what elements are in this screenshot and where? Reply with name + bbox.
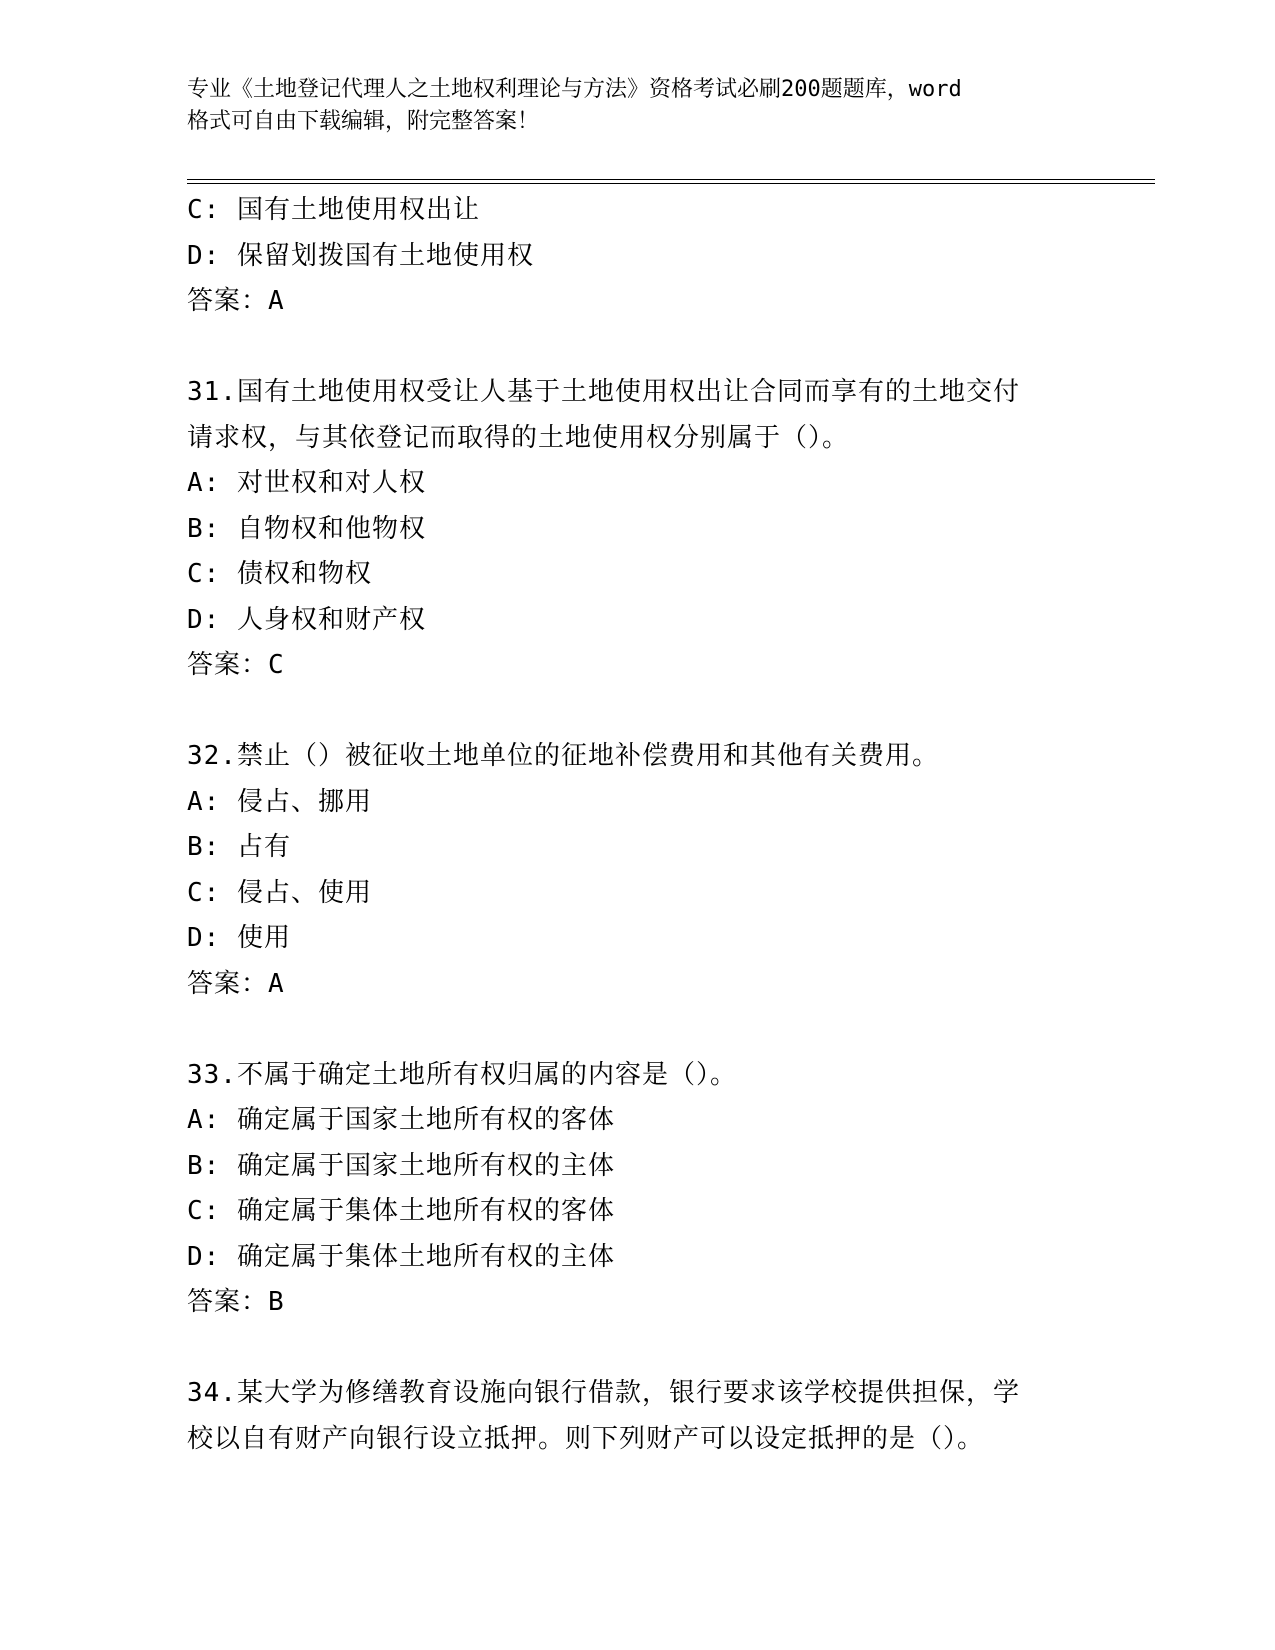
question-text: 34.某大学为修缮教育设施向银行借款，银行要求该学校提供担保，学 [187, 1378, 1020, 1408]
option-b: B: 占有 [187, 832, 291, 862]
header-rule-top [187, 179, 1155, 180]
answer: 答案：B [187, 1287, 285, 1317]
question-33 [187, 1053, 1087, 1326]
question-34 [187, 1371, 1087, 1462]
question-31 [187, 370, 1087, 689]
question-text: 33.不属于确定土地所有权归属的内容是（）。 [187, 1059, 737, 1090]
option-c: C: 侵占、使用 [187, 877, 372, 908]
option-b: B: 确定属于国家土地所有权的主体 [187, 1150, 615, 1181]
option-d: D: 使用 [187, 923, 291, 953]
question-text-cont: 请求权，与其依登记而取得的土地使用权分别属于（）。 [187, 422, 850, 453]
answer: 答案：A [187, 968, 285, 999]
document-body [187, 188, 1087, 1462]
option-a: A: 侵占、挪用 [187, 786, 372, 817]
question-text: 32.禁止（）被征收土地单位的征地补偿费用和其他有关费用。 [187, 741, 939, 771]
option-a: A: 确定属于国家土地所有权的客体 [187, 1105, 615, 1135]
document-header [187, 74, 1067, 138]
option-d: D: 人身权和财产权 [187, 604, 426, 635]
header-line-2: 格式可自由下载编辑，附完整答案！ [187, 109, 540, 134]
header-line-1: 专业《土地登记代理人之土地权利理论与方法》资格考试必刷200题题库，word [187, 77, 962, 102]
header-rule-bottom [187, 183, 1155, 184]
option-d: D: 确定属于集体土地所有权的主体 [187, 1241, 615, 1272]
option-c: C: 国有土地使用权出让 [187, 195, 480, 225]
option-d: D: 保留划拨国有土地使用权 [187, 240, 534, 271]
question-32 [187, 734, 1087, 1007]
option-c: C: 债权和物权 [187, 559, 372, 589]
answer: 答案：C [187, 650, 285, 680]
previous-question [187, 188, 1087, 325]
question-text-cont: 校以自有财产向银行设立抵押。则下列财产可以设定抵押的是（）。 [187, 1423, 985, 1454]
question-text: 31.国有土地使用权受让人基于土地使用权出让合同而享有的土地交付 [187, 377, 1020, 407]
option-b: B: 自物权和他物权 [187, 513, 426, 544]
option-c: C: 确定属于集体土地所有权的客体 [187, 1196, 615, 1226]
option-a: A: 对世权和对人权 [187, 468, 426, 498]
answer: 答案：A [187, 286, 285, 316]
